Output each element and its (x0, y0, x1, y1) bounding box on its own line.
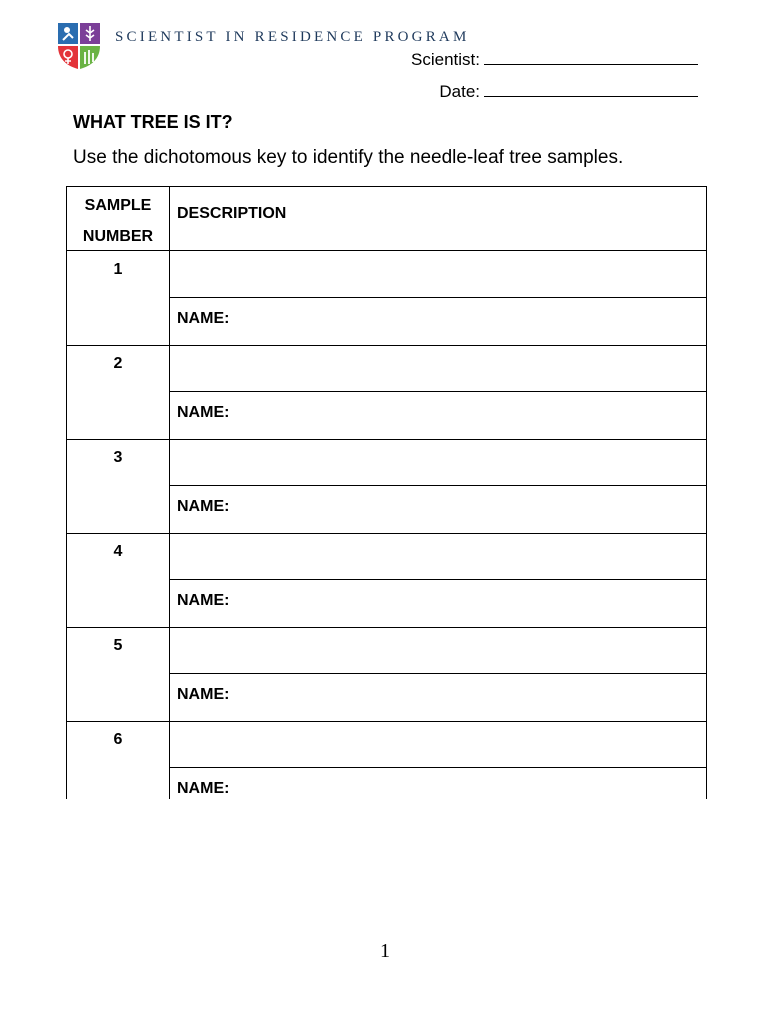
table-row (67, 533, 706, 628)
date-blank (484, 80, 698, 97)
program-logo (55, 20, 103, 72)
row-divider (170, 673, 706, 674)
row-divider (170, 297, 706, 298)
sample-number: 4 (113, 543, 123, 560)
sample-number: 2 (113, 355, 123, 372)
worksheet-instructions: Use the dichotomous key to identify the needle-leaf tree samples. (73, 147, 624, 168)
scientist-field (411, 48, 698, 70)
date-field (439, 80, 698, 102)
row-divider (170, 767, 706, 768)
table-row (67, 721, 706, 801)
row-divider (170, 579, 706, 580)
row-divider (170, 391, 706, 392)
scientist-blank (484, 48, 698, 65)
name-label: NAME: (177, 686, 230, 703)
table-row (67, 251, 706, 346)
name-label: NAME: (177, 310, 230, 327)
row-divider (170, 485, 706, 486)
worksheet-title: WHAT TREE IS IT? (73, 112, 233, 132)
sample-header-line1: SAMPLE (84, 197, 152, 214)
sample-number: 6 (113, 731, 123, 748)
column-divider (169, 187, 170, 799)
name-label: NAME: (177, 780, 230, 797)
name-label: NAME: (177, 404, 230, 421)
program-name: SCIENTIST IN RESIDENCE PROGRAM (115, 29, 470, 45)
sample-number-header (67, 190, 169, 252)
table-row (67, 345, 706, 440)
name-label: NAME: (177, 498, 230, 515)
sample-header-line2: NUMBER (82, 228, 154, 245)
sample-number: 1 (113, 261, 123, 278)
scientist-label: Scientist: (411, 50, 480, 69)
table-header-row (67, 187, 706, 251)
page-number: 1 (380, 940, 390, 962)
sample-number: 3 (113, 449, 123, 466)
sample-table (66, 186, 707, 799)
table-row (67, 439, 706, 534)
description-header: DESCRIPTION (177, 205, 287, 222)
date-label: Date: (439, 82, 480, 101)
sample-number: 5 (113, 637, 123, 654)
table-row (67, 627, 706, 722)
logo-quadrant-blue (58, 23, 78, 44)
name-label: NAME: (177, 592, 230, 609)
